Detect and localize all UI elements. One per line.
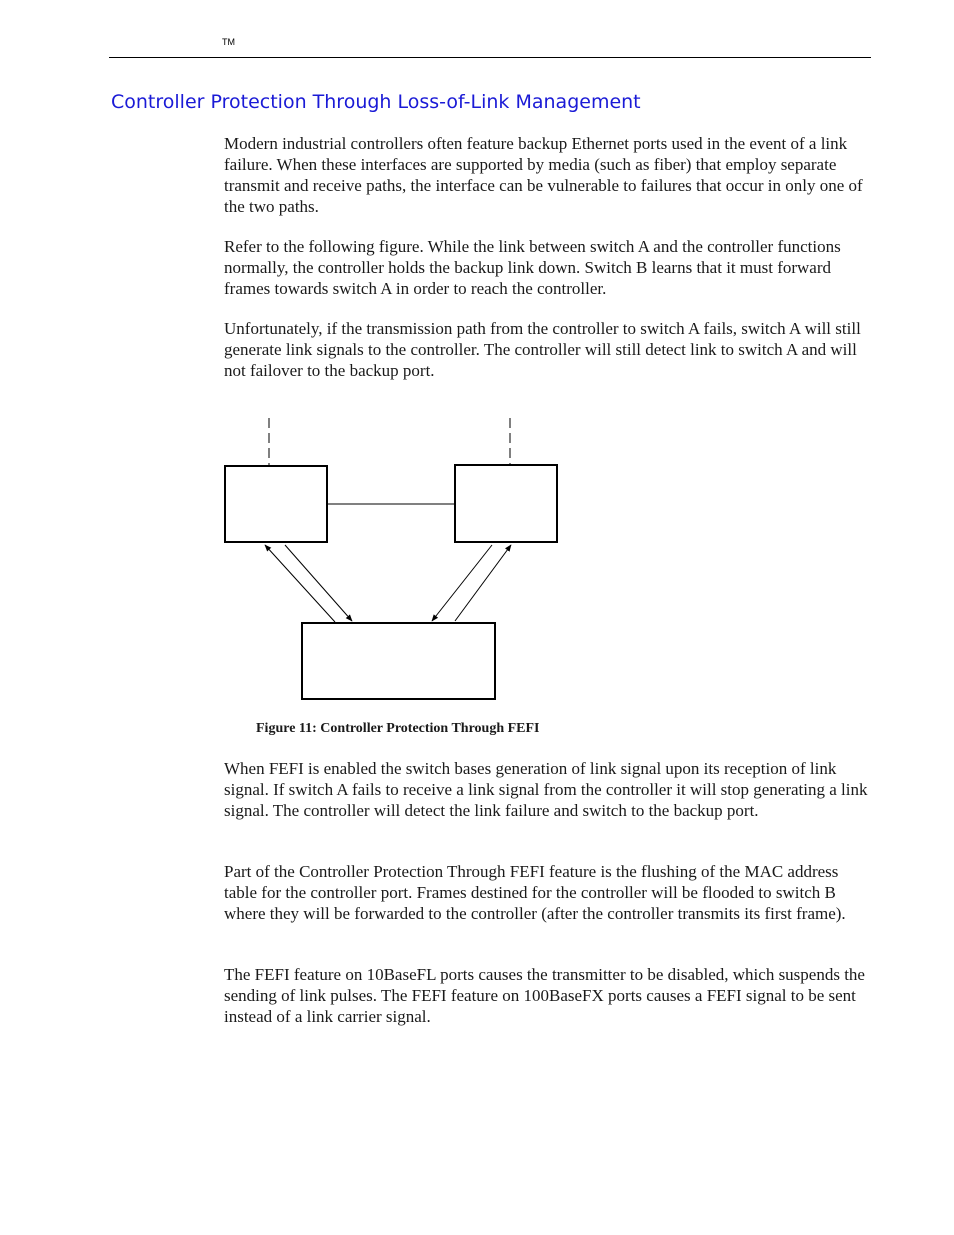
figure-caption: Figure 11: Controller Protection Through FEFI: [256, 721, 540, 736]
switch-b-box: [455, 465, 557, 542]
controller-box: [302, 623, 495, 699]
paragraph-4: When FEFI is enabled the switch bases generation of link signal upon its reception of link signal. If switch A fails to receive a link signal from the controller it will stop generating a link signal. The controller will detect the link failure and switch to the backup port.: [224, 759, 868, 820]
paragraph-3: Unfortunately, if the transmission path from the controller to switch A fails, switch A will still generate link signals to the controller. The controller will still detect link to switch A and will not failover to the backup port.: [224, 319, 861, 380]
switch-a-receive-path-arrow: [265, 545, 335, 622]
switch-a-box: [225, 466, 327, 542]
fefi-diagram: [210, 410, 570, 710]
paragraph-6: The FEFI feature on 10BaseFL ports causes the transmitter to be disabled, which suspends the sending of link pulses. The FEFI feature on 100BaseFX ports causes a FEFI signal to be sent instead of a link carrier signal.: [224, 965, 865, 1026]
paragraph-1: Modern industrial controllers often feature backup Ethernet ports used in the event of a link failure. When these interfaces are supported by media (such as fiber) that employ separate transmit and receive paths, the interface can be vulnerable to failures that occur in only one of the two paths.: [224, 134, 863, 216]
trademark-mark: TM: [222, 37, 235, 47]
switch-a-transmit-path-arrow: [285, 545, 352, 621]
paragraph-2: Refer to the following figure. While the link between switch A and the controller functions normally, the controller holds the backup link down. Switch B learns that it must forward frames towards switch A in order to reach the controller.: [224, 237, 841, 298]
section-title: Controller Protection Through Loss-of-Link Management: [111, 91, 641, 113]
paragraph-5: Part of the Controller Protection Through FEFI feature is the flushing of the MAC address table for the controller port. Frames destined for the controller will be flooded to switch B where they will be forwarded to the controller (after the controller transmits its first frame).: [224, 862, 846, 923]
header-rule: [109, 57, 871, 58]
